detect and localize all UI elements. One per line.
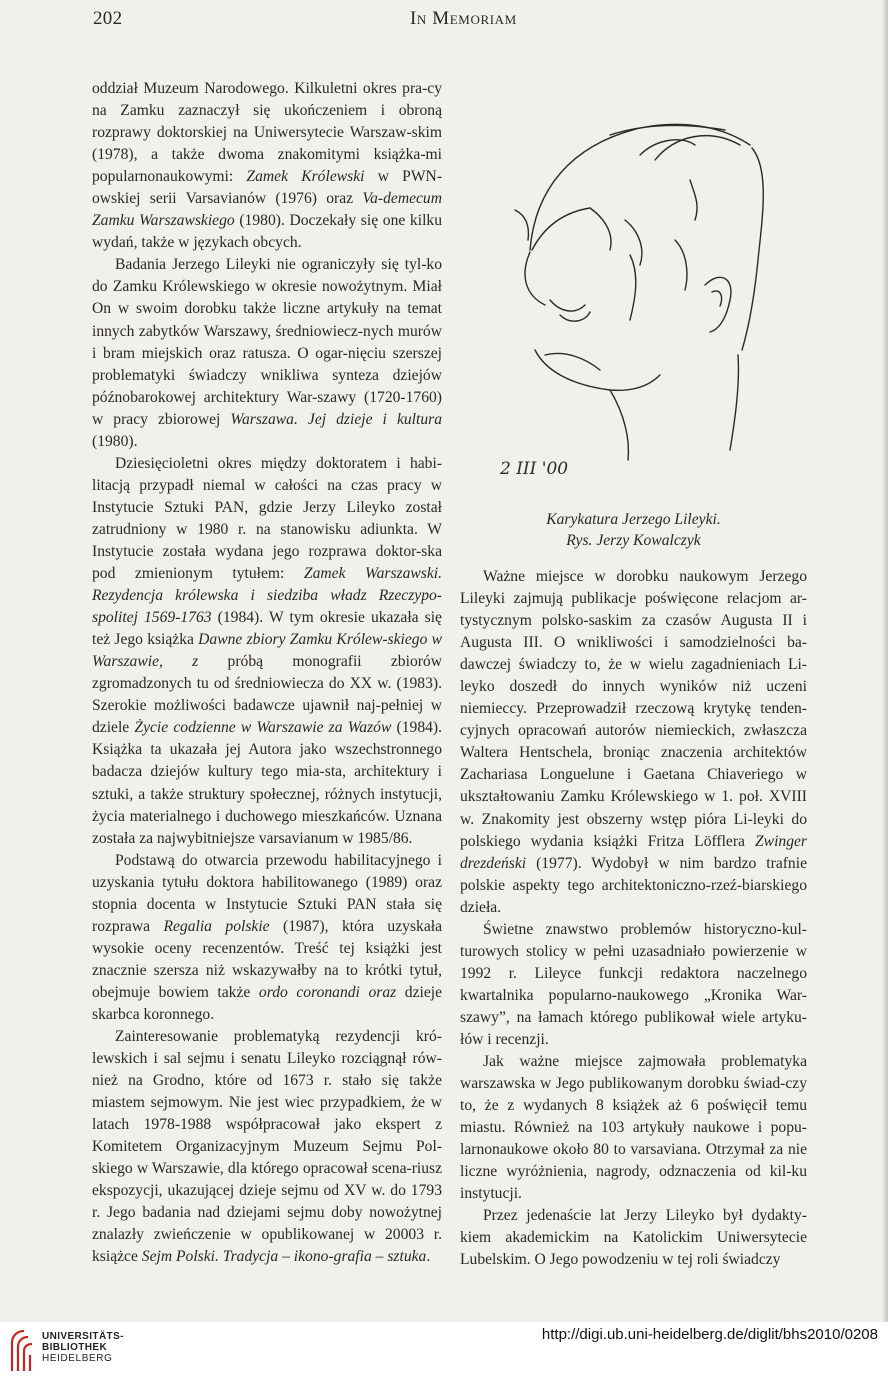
paragraph: Podstawą do otwarcia przewodu habilitacyjnego i uzyskania tytułu doktora habilitowanego (1989) oraz stopnia docenta w Instytucie Sztuki PAN stała się rozprawa Regalia polskie (1987), która uzyskała wysokie oceny recenzentów. Treść tej książki jest znacznie szersza niż wskazywałby na to krótki tytuł, obejmuje bowiem także ordo coronandi oraz dzieje skarbca koronnego. (92, 851, 443, 1023)
university-library-logo-icon (8, 1329, 36, 1373)
paragraph: Badania Jerzego Lileyki nie ograniczyły się tyl-ko do Zamku Królewskiego w okresie nowożytnym. Miał On w swoim dorobku także liczne artykuły na temat innych zabytków Warszawy, średniowiecz-nych murów i bram miejskich oraz ratusza. O ogar-nięciu szerszej problematyki świadczy wnikliwa synteza dziejów późnobarokowej architektury War-szawy (1720-1760) w pracy zbiorowej Warszawa. Jej dzieje i kultura (1980). (92, 256, 442, 450)
page-edge-shadow (883, 0, 888, 1322)
paragraph: Jak ważne miejsce zajmowała problematyka warszawska w Jego publikowanym dorobku świad-czy to, że z wydanych 8 książek aż 6 poświęcił temu miastu. Również na 103 artykuły naukowe i popu-larnonaukowe około 80 to varsaviana. Otrzymał za nie liczne wyróżnienia, nagrody, odznaczenia od kil-ku instytucji. (460, 1053, 807, 1203)
figure-caption (460, 509, 807, 551)
paragraph: Przez jedenaście lat Jerzy Lileyko był dydakty-kiem akademickim na Katolickim Uniwersytecie Lubelskim. O Jego powodzeniu w tej roli świadczy (460, 1207, 807, 1269)
caricature-illustration (490, 100, 790, 490)
paragraph: Ważne miejsce w dorobku naukowym Jerzego Lileyki zajmują publikacje poświęcone relacjom ar-tystycznym polsko-saskim za czasów Augusta II i Augusta III. O wnikliwości i samodzielności ba-dawczej świadczy to, że w wielu zagadnieniach Li-leyko doszedł do innych wyników niż uczeni niemieccy. Przeprowadził rzeczową krytykę tenden-cyjnych opracowań autorów niemieckich, zwłaszcza Waltera Hentschela, broniąc znaczenia architektów Zachariasa Longuelune i Gaetana Chiaveriego w ukształtowaniu Zamku Królewskiego w 1. poł. XVIII w. Znakomity jest obszerny wstęp pióra Li-leyki do polskiego wydania książki Fritza Löfflera Zwinger drezdeński (1977). Wydobył w nim bardzo trafnie polskie aspekty tego architektoniczno-rzeź-biarskiego dzieła. (460, 568, 807, 916)
right-column (460, 566, 807, 1272)
source-url-link[interactable]: http://digi.ub.uni-heidelberg.de/diglit/bhs2010/0208 (541, 1326, 878, 1343)
library-name: UNIVERSITÄTS- BIBLIOTHEK HEIDELBERG (42, 1331, 124, 1364)
handwritten-date (499, 459, 568, 479)
running-title: In Memoriam (410, 8, 517, 29)
paragraph: Świetne znawstwo problemów historyczno-kul-turowych stolicy w pełni uzasadniało powierzenie w 1992 r. Lileyce funkcji redaktora naczelnego kwartalnika popularno-naukowego „Kronika War-szawy”, na łamach którego publikował wiele artyku-łów i recenzji. (460, 920, 807, 1048)
left-column (92, 78, 442, 1269)
caption-credit: Rys. Jerzy Kowalczyk (566, 532, 701, 549)
svg-text:2 III '00: 2 III '00 (500, 459, 569, 479)
caption-title: Karykatura Jerzego Lileyki. (546, 511, 721, 528)
page-number: 202 (93, 8, 123, 29)
paragraph: Dziesięcioletni okres między doktoratem i habi-litacją przypadł niemal w całości na czas pracy w Instytucie Sztuki PAN, gdzie Jerzy Lileyko został zatrudniony w 1980 r. na stanowisku adiunkta. W Instytucie została wydana jego rozprawa doktor-ska pod zmienionym tytułem: Zamek Warszawski. Rezydencja królewska i siedziba władz Rzeczypo-spolitej 1569-1763 (1984). W tym okresie ukazała się też Jego książka Dawne zbiory Zamku Królew-skiego w Warszawie, z próbą monografii zbiorów zgromadzonych tu od średniowiecza do XX w. (1983). Szerokie możliwości badawcze ujawnił naj-pełniej w dziele Życie codzienne w Warszawie za Wazów (1984). Książka ta ukazała jej Autora jako wszechstronnego badacza dziejów kultury tego mia-sta, architektury i sztuki, a także struktury społecznej, różnych instytucji, życia materialnego i duchowego mieszkańców. Uznana została za najwybitniejsze varsavianum w 1985/86. (92, 454, 443, 847)
paragraph: oddział Muzeum Narodowego. Kilkuletni okres pra-cy na Zamku zaznaczył się ukończeniem i obroną rozprawy doktorskiej na Uniwersytecie Warszaw-skim (1978), a także dwoma znakomitymi książka-mi popularnonaukowymi: Zamek Królewski w PWN-owskiej serii Varsavianów (1976) oraz Va-demecum Zamku Warszawskiego (1980). Doczekały się one kilku wydań, także w językach obcych. (92, 80, 443, 252)
paragraph: Zainteresowanie problematyką rezydencji kró-lewskich i sal sejmu i senatu Lileyko rozciągnął rów-nież na Grodno, które od 1673 r. stało się także miastem sejmowym. Nie jest wiec przypadkiem, że w latach 1978-1988 współpracował jako ekspert z Komitetem Organizacyjnym Muzeum Sejmu Pol-skiego w Warszawie, dla którego opracował scena-riusz ekspozycji, ukazującej dzieje sejmu od XV w. do 1793 r. Jego badania nad dziejami sejmu doby nowożytnej znalazły zwieńczenie w opublikowanej w 20003 r. książce Sejm Polski. Tradycja – ikono-grafia – sztuka. (92, 1028, 442, 1266)
